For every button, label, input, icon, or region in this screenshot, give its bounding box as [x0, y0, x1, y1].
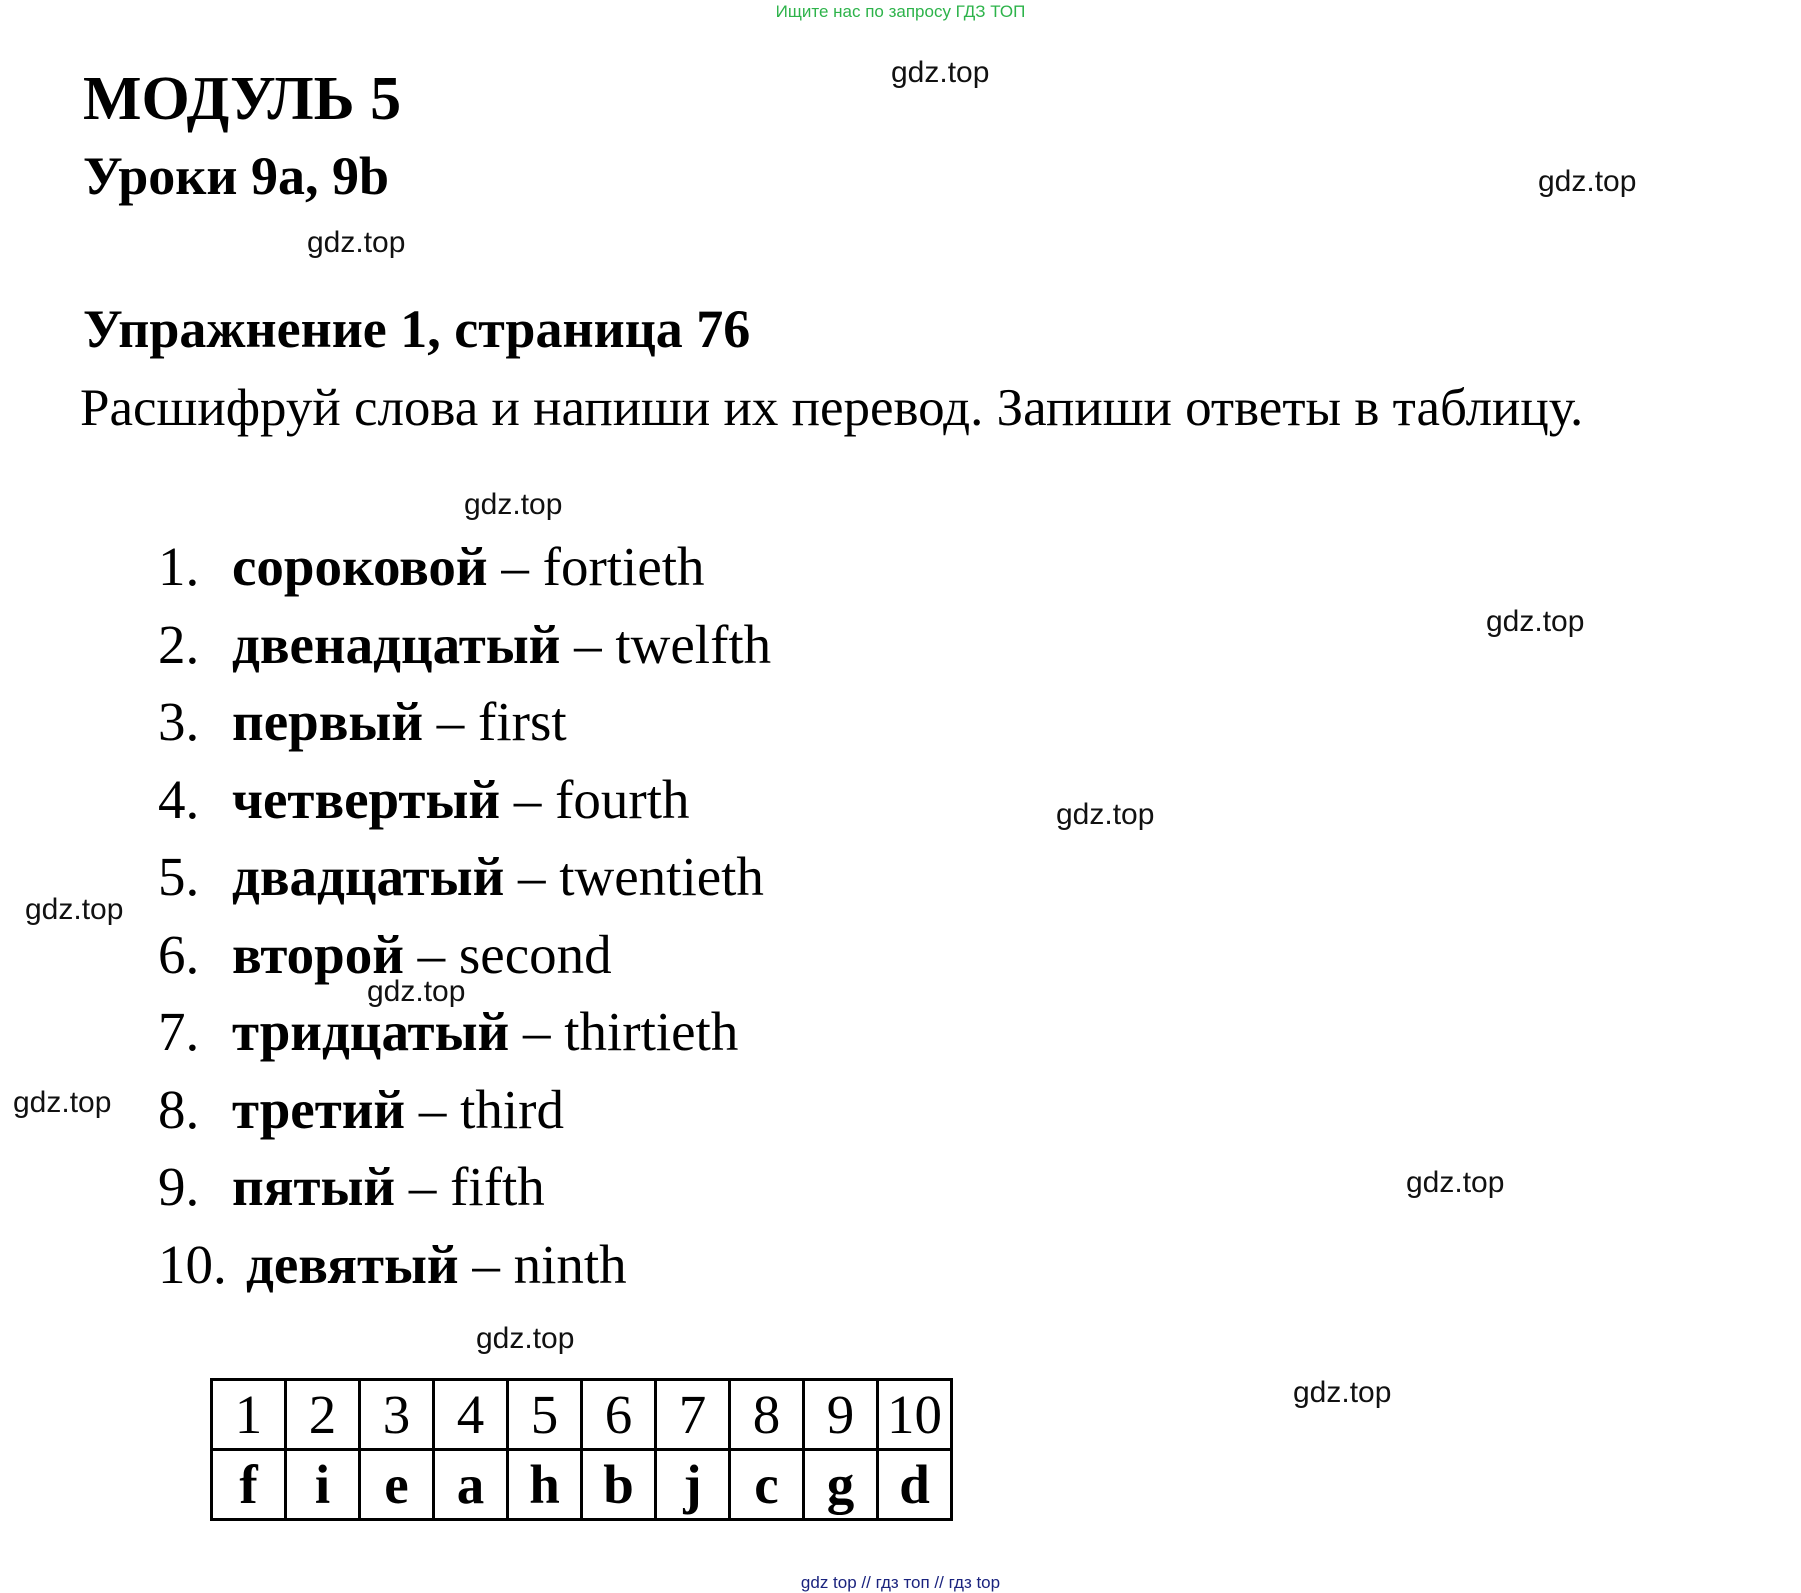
watermark: gdz.top — [13, 1086, 112, 1119]
table-cell: 2 — [286, 1380, 360, 1450]
item-english: – thirtieth — [522, 1001, 739, 1062]
item-english: – fourth — [513, 768, 690, 830]
watermark: gdz.top — [1406, 1166, 1505, 1199]
item-number: 2. — [158, 613, 200, 675]
table-cell: 3 — [360, 1380, 434, 1450]
table-cell: 10 — [878, 1380, 952, 1450]
item-russian: первый — [232, 691, 424, 752]
table-cell: e — [360, 1450, 434, 1520]
table-cell: j — [656, 1450, 730, 1520]
watermark: gdz.top — [25, 893, 124, 926]
item-russian: тридцатый — [232, 1001, 510, 1062]
watermark: gdz.top — [1486, 605, 1585, 638]
item-russian: пятый — [232, 1156, 396, 1217]
table-row-numbers — [212, 1380, 952, 1450]
table-cell: h — [508, 1450, 582, 1520]
table-cell: 1 — [212, 1380, 286, 1450]
item-russian: второй — [232, 923, 404, 985]
lessons-title: Уроки 9a, 9b — [83, 146, 389, 206]
item-russian: третий — [232, 1078, 406, 1140]
list-item — [158, 1226, 771, 1304]
list-item — [158, 1071, 771, 1149]
exercise-title: Упражнение 1, страница 76 — [83, 299, 751, 359]
item-english: – twelfth — [574, 613, 772, 675]
item-number: 4. — [158, 768, 200, 830]
item-number: 1. — [158, 536, 200, 597]
item-english: – fifth — [408, 1156, 545, 1217]
item-number: 7. — [158, 1001, 200, 1062]
item-number: 6. — [158, 923, 200, 985]
watermark: gdz.top — [464, 488, 563, 521]
item-number: 10. — [158, 1233, 227, 1295]
watermark: gdz.top — [307, 226, 406, 259]
table-cell: 4 — [434, 1380, 508, 1450]
item-english: – twentieth — [518, 846, 764, 907]
table-cell: 5 — [508, 1380, 582, 1450]
item-english: – ninth — [472, 1233, 627, 1295]
table-cell: c — [730, 1450, 804, 1520]
table-cell: d — [878, 1450, 952, 1520]
answer-table — [210, 1378, 953, 1521]
module-title: МОДУЛЬ 5 — [83, 65, 402, 133]
table-cell: i — [286, 1450, 360, 1520]
item-russian: двенадцатый — [232, 613, 561, 675]
item-number: 3. — [158, 691, 200, 752]
table-cell: 7 — [656, 1380, 730, 1450]
item-russian: двадцатый — [232, 846, 505, 907]
table-cell: a — [434, 1450, 508, 1520]
list-item — [158, 838, 771, 916]
footer-note: gdz top // гдз топ // гдз top — [800, 1573, 1001, 1592]
item-russian: сороковой — [232, 536, 488, 597]
list-item — [158, 1148, 771, 1226]
list-item — [158, 683, 771, 761]
watermark: gdz.top — [367, 975, 466, 1008]
item-russian: девятый — [246, 1233, 459, 1295]
watermark: gdz.top — [476, 1322, 575, 1355]
item-english: – second — [417, 923, 612, 985]
answer-list — [158, 528, 771, 1303]
table-cell: f — [212, 1450, 286, 1520]
list-item — [158, 528, 771, 606]
table-cell: 9 — [804, 1380, 878, 1450]
item-number: 9. — [158, 1156, 200, 1217]
item-english: – first — [436, 691, 567, 752]
item-number: 5. — [158, 846, 200, 907]
watermark: gdz.top — [1538, 165, 1637, 198]
item-russian: четвертый — [232, 768, 501, 830]
item-english: – fortieth — [501, 536, 705, 597]
watermark: gdz.top — [891, 56, 990, 89]
watermark: gdz.top — [1056, 798, 1155, 831]
table-cell: 8 — [730, 1380, 804, 1450]
list-item — [158, 606, 771, 684]
table-cell: g — [804, 1450, 878, 1520]
header-note: Ищите нас по запросу ГДЗ ТОП — [775, 2, 1026, 21]
watermark: gdz.top — [1293, 1376, 1392, 1409]
table-cell: b — [582, 1450, 656, 1520]
table-row-letters — [212, 1450, 952, 1520]
list-item — [158, 761, 771, 839]
item-number: 8. — [158, 1078, 200, 1140]
item-english: – third — [418, 1078, 564, 1140]
instruction-text: Расшифруй слова и напиши их перевод. Запиши ответы в таблицу. — [80, 379, 1584, 437]
table-cell: 6 — [582, 1380, 656, 1450]
